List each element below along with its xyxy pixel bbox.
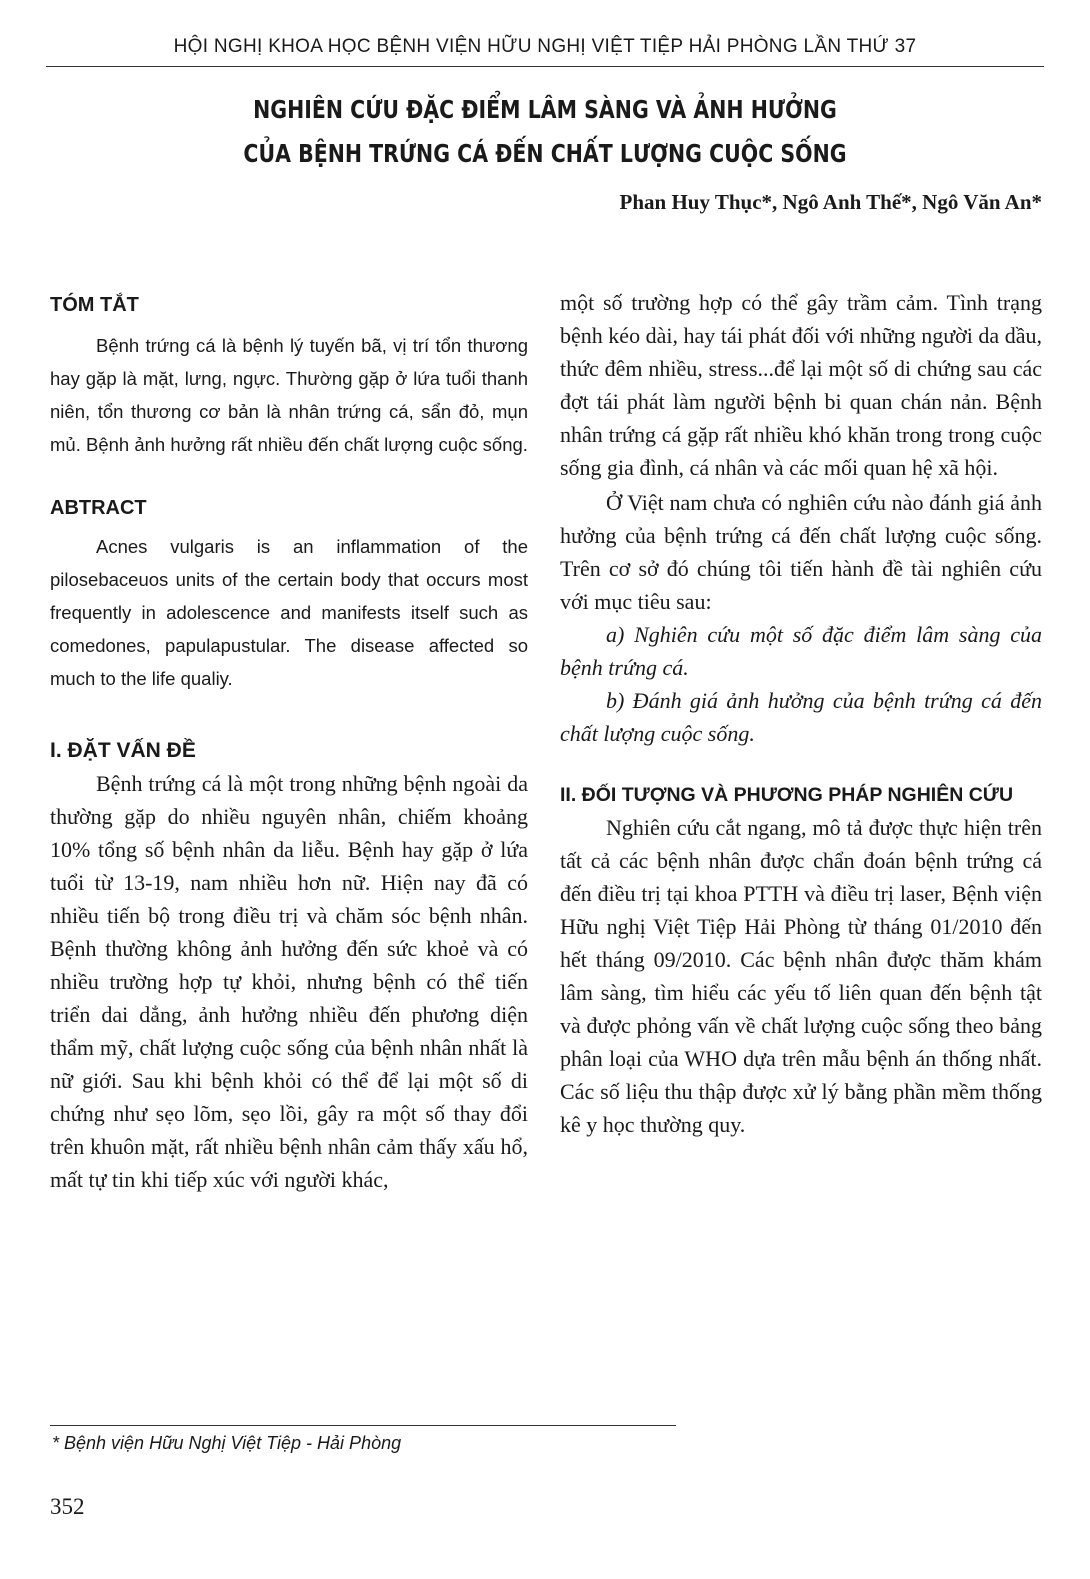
goal-a: a) Nghiên cứu một số đặc điểm lâm sàng của bệnh trứng cá. [560,622,1042,680]
author-list: Phan Huy Thục*, Ngô Anh Thế*, Ngô Văn An* [619,190,1042,214]
tomtat-text: Bệnh trứng cá là bệnh lý tuyến bã, vị trí tổn thương hay gặp là mặt, lưng, ngực. Thường gặp ở lứa tuổi thanh niên, tổn thương cơ bản là nhân trứng cá, sẩn đỏ, mụn mủ. Bệnh ảnh hưởng rất nhiều đến chất lượng cuộc sống. [50,335,528,455]
section2-heading: II. ĐỐI TƯỢNG VÀ PHƯƠNG PHÁP NGHIÊN CỨU [560,784,1014,806]
page-number: 352 [50,1494,85,1519]
header-rule [46,66,1044,67]
footnote-rule [50,1425,676,1426]
title-line-2: CỦA BỆNH TRỨNG CÁ ĐẾN CHẤT LƯỢNG CUỘC SỐNG [243,139,847,168]
abstract-text: Acnes vulgaris is an inflammation of the pilosebaceuos units of the certain body that occurs most frequently in adolescence and manifests itself such as comedones, papulapustular. The disease affected so much to the life qualiy. [50,536,528,689]
abstract-heading: ABTRACT [50,497,147,519]
running-head: HỘI NGHỊ KHOA HỌC BỆNH VIỆN HỮU NGHỊ VIỆT TIỆP HẢI PHÒNG LẦN THỨ 37 [173,36,917,57]
section1-paragraph-1: Bệnh trứng cá là một trong những bệnh ngoài da thường gặp do nhiều nguyên nhân, chiếm khoảng 10% tổng số bệnh nhân da liễu. Bệnh hay gặp ở lứa tuổi từ 13-19, nam nhiều hơn nữ. Hiện nay đã có nhiều tiến bộ trong điều trị và chăm sóc bệnh nhân. Bệnh thường không ảnh hưởng đến sức khoẻ và có nhiều trường hợp tự khỏi, nhưng bệnh có thể tiến triển dai dẳng, ảnh hưởng nhiều đến phương diện thẩm mỹ, chất lượng cuộc sống của bệnh nhân nhất là nữ giới. Sau khi bệnh khỏi có thể để lại một số di chứng như sẹo lõm, sẹo lồi, gây ra một số thay đổi trên khuôn mặt, rất nhiều bệnh nhân cảm thấy xấu hổ, mất tự tin khi tiếp xúc với người khác, [50,771,528,1192]
goal-b: b) Đánh giá ảnh hưởng của bệnh trứng cá đến chất lượng cuộc sống. [560,688,1042,746]
section1-paragraph-1-continued: một số trường hợp có thể gây trầm cảm. Tình trạng bệnh kéo dài, hay tái phát đối với những người da dầu, thức đêm nhiều, stress...để lại một số di chứng sau các đợt tái phát làm người bệnh bi quan chán nản. Bệnh nhân trứng cá gặp rất nhiều khó khăn trong trong cuộc sống gia đình, cá nhân và các mối quan hệ xã hội. [560,290,1042,480]
right-column [560,286,1042,1141]
section2-paragraph-1: Nghiên cứu cắt ngang, mô tả được thực hiện trên tất cả các bệnh nhân được chẩn đoán bệnh trứng cá đến điều trị tại khoa PTTH và điều trị laser, Bệnh viện Hữu nghị Việt Tiệp Hải Phòng từ tháng 01/2010 đến hết tháng 09/2010. Các bệnh nhân được thăm khám lâm sàng, tìm hiểu các yếu tố liên quan đến bệnh tật và được phỏng vấn về chất lượng cuộc sống theo bảng phân loại của WHO dựa trên mẫu bệnh án thống nhất. Các số liệu thu thập được xử lý bằng phần mềm thống kê y học thường quy. [560,815,1042,1137]
section1-heading: I. ĐẶT VẤN ĐỀ [50,739,196,762]
section1-paragraph-2: Ở Việt nam chưa có nghiên cứu nào đánh giá ảnh hưởng của bệnh trứng cá đến chất lượng cuộc sống. Trên cơ sở đó chúng tôi tiến hành đề tài nghiên cứu với mục tiêu sau: [560,490,1042,614]
article-title [98,88,992,176]
footnote: * Bệnh viện Hữu Nghị Việt Tiệp - Hải Phòng [52,1433,402,1453]
title-line-1: NGHIÊN CỨU ĐẶC ĐIỂM LÂM SÀNG VÀ ẢNH HƯỞNG [253,95,837,124]
tomtat-heading: TÓM TẮT [50,294,139,316]
left-column [50,294,528,1196]
